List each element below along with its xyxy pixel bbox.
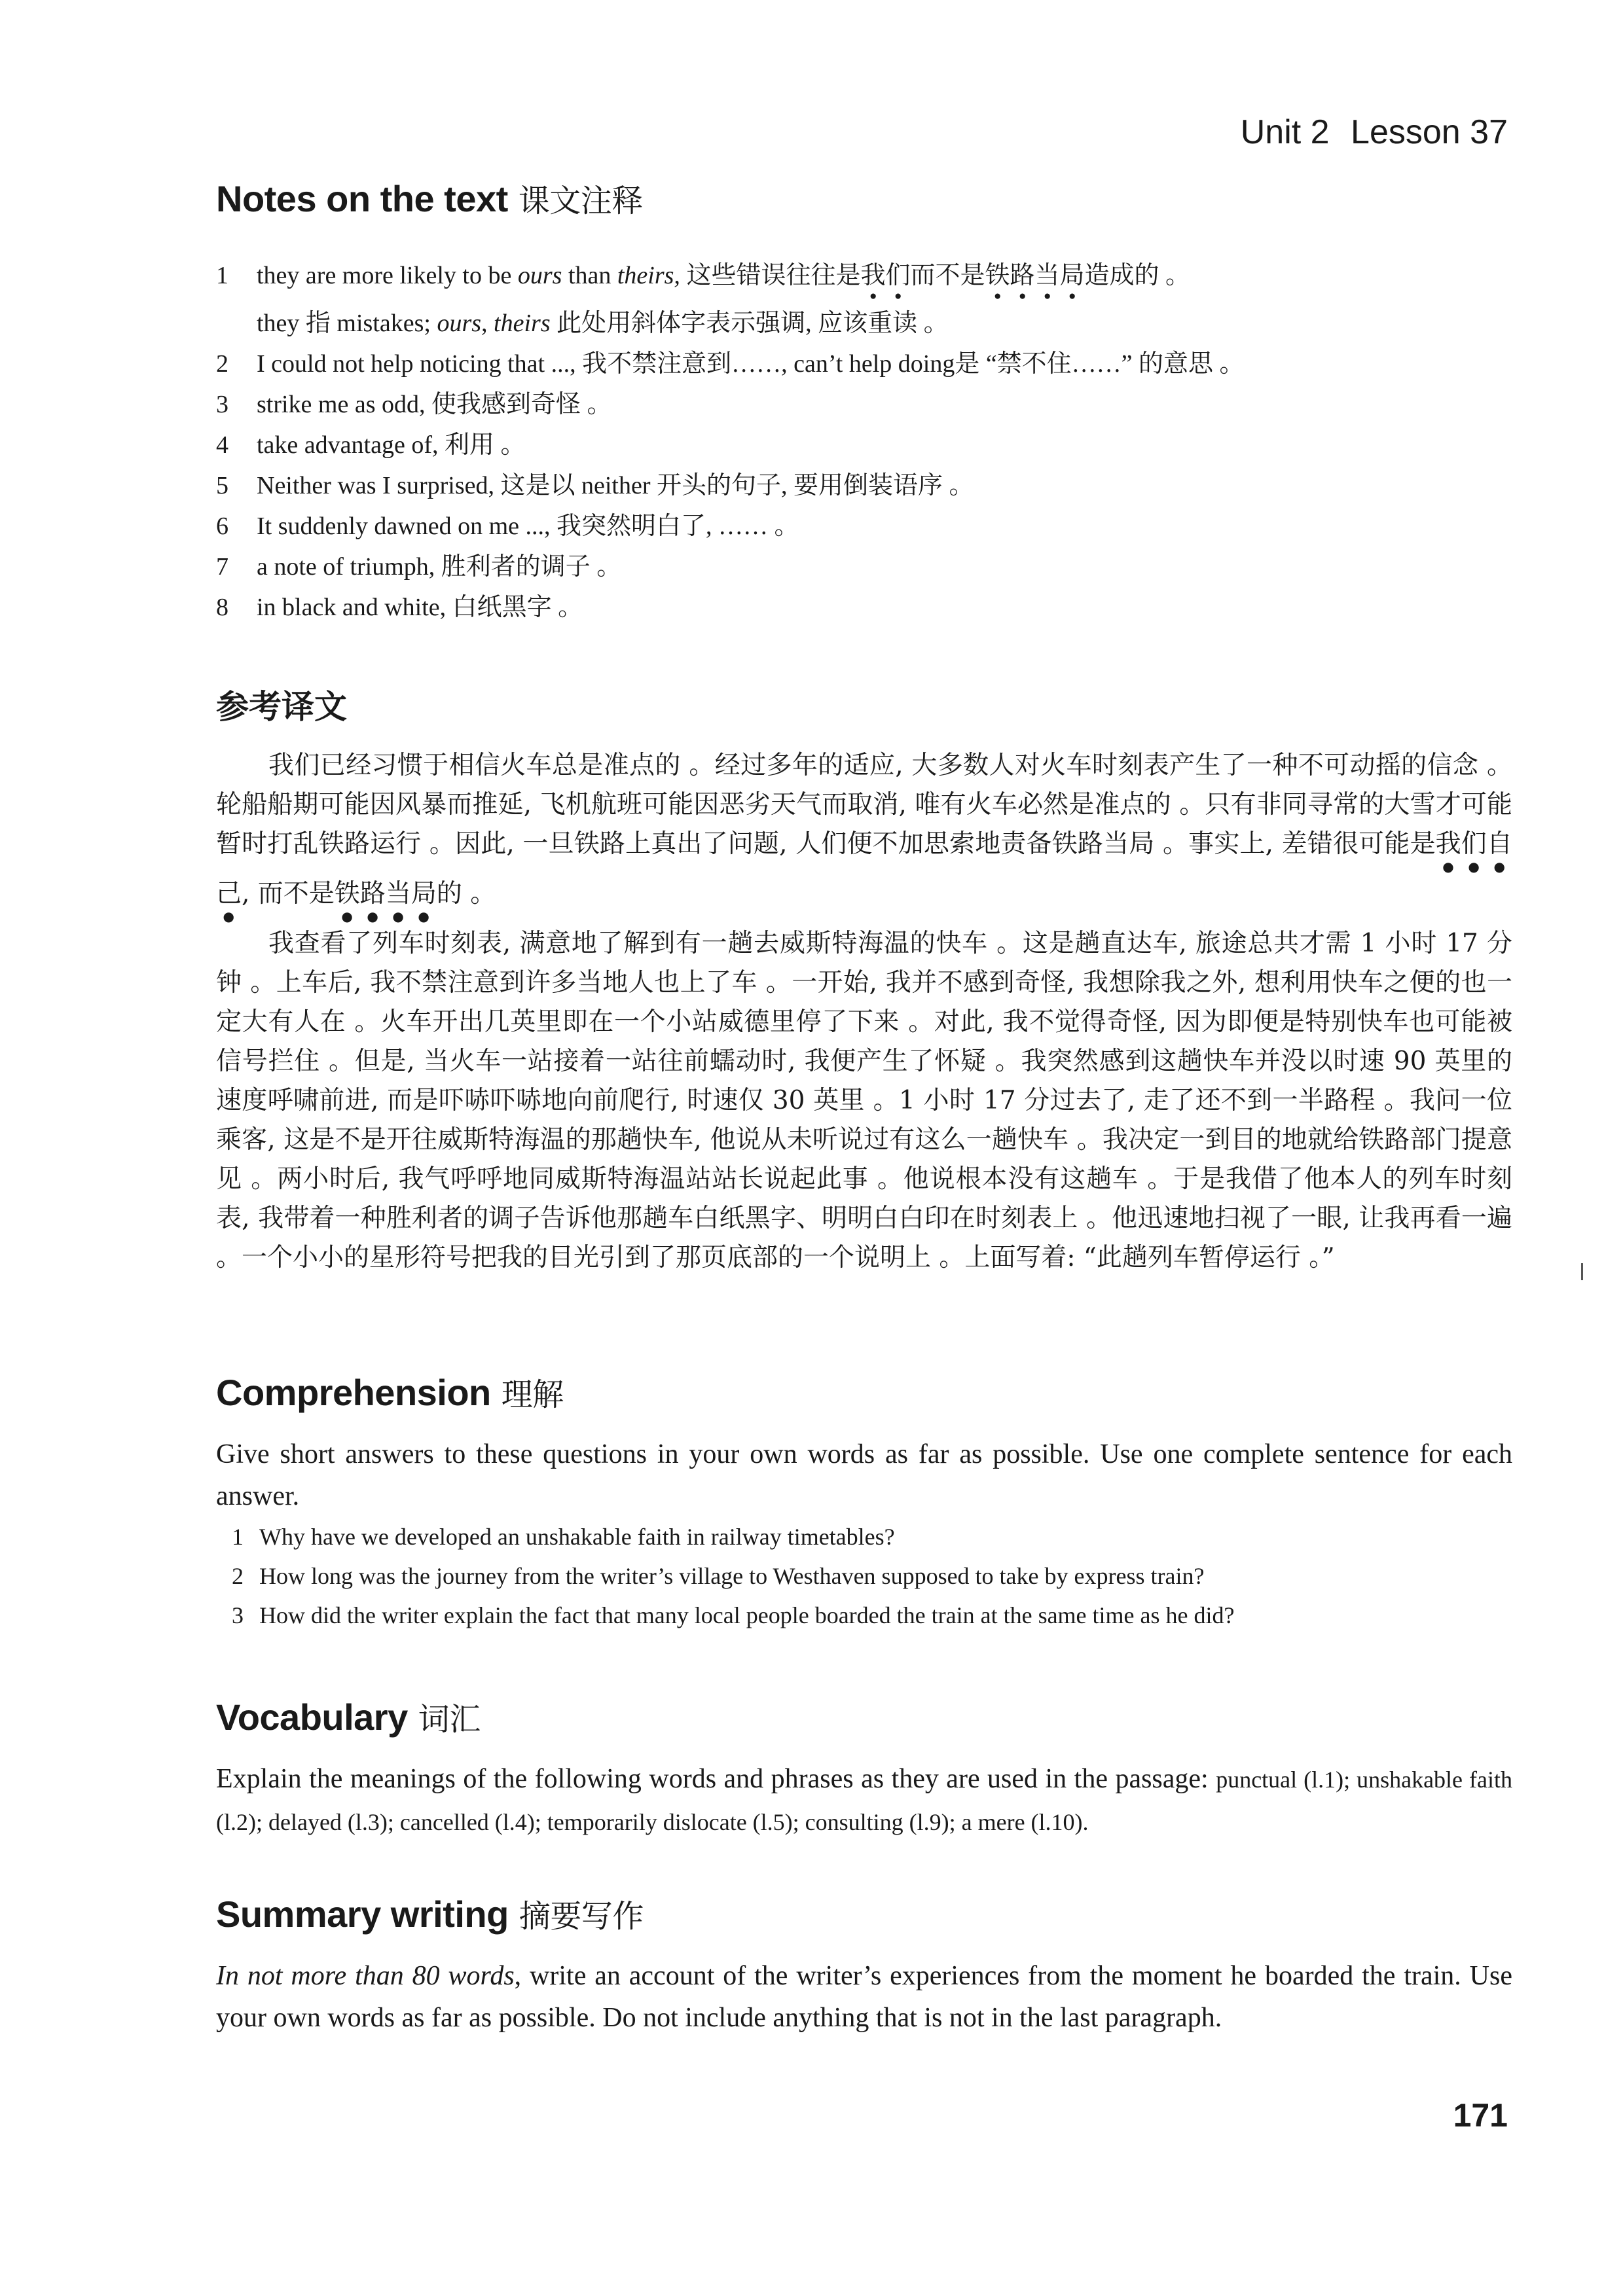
running-head — [1229, 113, 1508, 152]
question-text: How long was the journey from the writer’s village to Westhaven supposed to take by express train? — [259, 1563, 1205, 1589]
page-number: 171 — [1453, 2097, 1508, 2134]
question-item — [216, 1556, 1512, 1596]
translation-body — [216, 746, 1512, 1278]
note-item — [216, 465, 1512, 506]
note-item — [216, 384, 1512, 425]
lesson-label: Lesson 37 — [1351, 113, 1508, 151]
question-text: Why have we developed an unshakable faith in railway timetables? — [259, 1524, 895, 1550]
question-number: 1 — [232, 1524, 244, 1550]
summary-word-limit: In not more than 80 words — [216, 1961, 515, 1991]
comprehension-heading — [216, 1369, 564, 1414]
vocabulary-heading-zh: 词汇 — [418, 1701, 481, 1738]
note-item — [216, 425, 1512, 465]
note-item — [216, 547, 1512, 587]
note-number: 5 — [216, 472, 228, 499]
note-subline: they 指 mistakes; ours, theirs 此处用斜体字表示强调, 应该重读 。 — [257, 310, 949, 337]
vocabulary-heading-en: Vocabulary — [216, 1696, 408, 1738]
note-number: 8 — [216, 594, 228, 621]
question-text: How did the writer explain the fact that many local people boarded the train at the same time as he did? — [259, 1602, 1235, 1628]
notes-heading-zh: 课文注释 — [518, 183, 643, 219]
note-text: I could not help noticing that ..., 我不禁注意到……, can’t help doing是 “禁不住……” 的意思 。 — [257, 350, 1245, 378]
note-item — [216, 255, 1512, 303]
comprehension-body — [216, 1433, 1512, 1635]
question-number: 3 — [232, 1602, 244, 1628]
summary-instructions: , write an account of the writer’s experiences from the moment he boarded the train. Use your own words as far as possible. Do not include anything that is not in the last paragraph. — [216, 1961, 1512, 2033]
comprehension-instructions: Give short answers to these questions in your own words as far as possible. Use one complete sentence for each answer. — [216, 1439, 1512, 1511]
note-number: 6 — [216, 512, 228, 540]
note-item — [216, 506, 1512, 547]
note-number: 2 — [216, 350, 228, 378]
comprehension-heading-zh: 理解 — [501, 1376, 564, 1413]
note-text: take advantage of, 利用 。 — [257, 431, 526, 459]
question-item — [216, 1517, 1512, 1556]
summary-heading-en: Summary writing — [216, 1893, 509, 1935]
note-number: 1 — [216, 262, 228, 289]
vocabulary-body — [216, 1758, 1512, 1843]
note-number: 4 — [216, 431, 228, 459]
translation-heading: 参考译文 — [216, 687, 347, 726]
note-text: It suddenly dawned on me ..., 我突然明白了, …… 。 — [257, 512, 799, 540]
summary-heading-zh: 摘要写作 — [519, 1898, 644, 1935]
comprehension-heading-en: Comprehension — [216, 1372, 491, 1413]
notes-list — [216, 255, 1512, 628]
translation-paragraph: 我们已经习惯于相信火车总是准点的 。经过多年的适应, 大多数人对火车时刻表产生了一种不可动摇的信念 。轮船船期可能因风暴而推延, 飞机航班可能因恶劣天气而取消, 唯有火车必然是准点的 。只有非同寻常的大雪才可能暂时打乱铁路运行 。因此, 一旦铁路上真出了问题, 人们便不加思索地责备铁路当局 。事实上, 差错很可能是我们自己, 而不是铁路当局的 。 — [216, 751, 1512, 908]
note-text: a note of triumph, 胜利者的调子 。 — [257, 553, 622, 581]
note-text: they are more likely to be ours than theirs, 这些错误往往是我们而不是铁路当局造成的 。 — [257, 262, 1191, 289]
scan-artifact — [1581, 1263, 1583, 1280]
translation-paragraph: 我查看了列车时刻表, 满意地了解到有一趟去威斯特海温的快车 。这是趟直达车, 旅途总共才需 1 小时 17 分钟 。上车后, 我不禁注意到许多当地人也上了车 。一开始, 我并不感到奇怪, 我想除我之外, 想利用快车之便的也一定大有人在 。火车开出几英里即在一个小站威德里停了下来 。对此, 我不觉得奇怪, 因为即便是特别快车也可能被信号拦住 。但是, 当火车一站接着一站往前蠕动时, 我便产生了怀疑 。我突然感到这趟快车并没以时速 90 英里的速度呼啸前进, 而是吓哧吓哧地向前爬行, 时速仅 30 英里 。1 小时 17 分过去了, 走了还不到一半路程 。我问一位乘客, 这是不是开往威斯特海温的那趟快车, 他说从未听说过有这么一趟快车 。我决定一到目的地就给铁路部门提意见 。两小时后, 我气呼呼地同威斯特海温站站长说起此事 。他说根本没有这趟车 。于是我借了他本人的列车时刻表, 我带着一种胜利者的调子告诉他那趟车白纸黑字、明明白白印在时刻表上 。他迅速地扫视了一眼, 让我再看一遍 。一个小小的星形符号把我的目光引到了那页底部的一个说明上 。上面写着: “此趟列车暂停运行 。” — [216, 929, 1512, 1272]
question-number: 2 — [232, 1563, 244, 1589]
vocabulary-lead: Explain the meanings of the following words and phrases as they are used in the passage: — [216, 1764, 1216, 1794]
question-item — [216, 1596, 1512, 1635]
note-item — [216, 587, 1512, 628]
vocabulary-heading — [216, 1694, 481, 1739]
note-number: 3 — [216, 391, 228, 418]
notes-heading-en: Notes on the text — [216, 178, 508, 219]
summary-heading — [216, 1891, 644, 1936]
note-item — [216, 344, 1512, 384]
summary-body — [216, 1955, 1512, 2039]
notes-heading — [216, 175, 643, 221]
note-number: 7 — [216, 553, 228, 581]
vocabulary-terms: punctual (l.1); unshakable faith (l.2); delayed (l.3); cancelled (l.4); temporarily dislocate (l.5); consulting (l.9); a mere (l.10). — [216, 1767, 1512, 1835]
note-text: strike me as odd, 使我感到奇怪 。 — [257, 391, 612, 418]
note-text: in black and white, 白纸黑字 。 — [257, 594, 583, 621]
unit-label: Unit 2 — [1240, 113, 1330, 151]
note-text: Neither was I surprised, 这是以 neither 开头的句子, 要用倒装语序 。 — [257, 472, 974, 499]
